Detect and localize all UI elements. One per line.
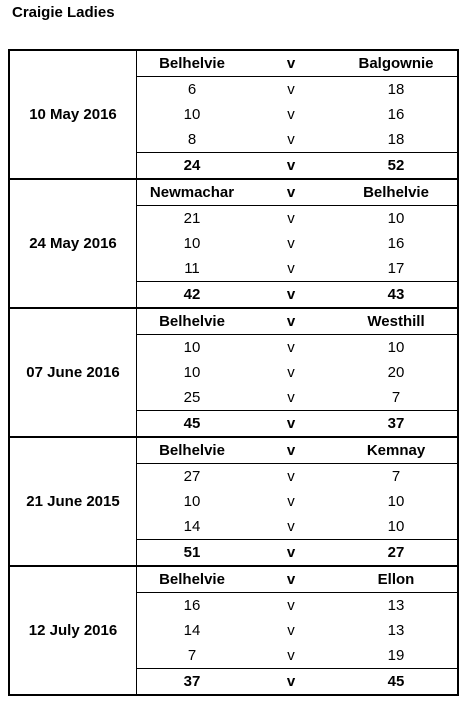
home-total: 37 [137, 669, 248, 696]
away-total: 52 [335, 153, 458, 180]
away-score: 18 [335, 77, 458, 103]
home-team: Newmachar [137, 179, 248, 206]
versus-label: v [287, 468, 295, 485]
versus-label: v [247, 437, 335, 464]
versus-label: v [247, 540, 335, 567]
match-date: 07 June 2016 [9, 308, 137, 437]
versus-label: v [247, 308, 335, 335]
match-date: 12 July 2016 [9, 566, 137, 695]
home-total: 51 [137, 540, 248, 567]
versus-label: v [247, 282, 335, 309]
away-score: 7 [335, 464, 458, 490]
versus-label: v [247, 566, 335, 593]
match-date: 24 May 2016 [9, 179, 137, 308]
home-total: 45 [137, 411, 248, 438]
away-team: Kemnay [335, 437, 458, 464]
versus-label: v [287, 106, 295, 123]
home-team: Belhelvie [137, 437, 248, 464]
away-total: 37 [335, 411, 458, 438]
versus-label: v [287, 131, 295, 148]
home-score: 11 [137, 256, 248, 282]
versus-label: v [247, 50, 335, 77]
versus-label: v [287, 210, 295, 227]
match-header-row [9, 308, 458, 335]
home-total: 42 [137, 282, 248, 309]
away-score: 13 [335, 593, 458, 619]
home-score: 10 [137, 360, 248, 385]
away-team: Westhill [335, 308, 458, 335]
versus-label: v [287, 364, 295, 381]
away-team: Balgownie [335, 50, 458, 77]
results-table [8, 49, 459, 696]
versus-label: v [247, 669, 335, 696]
home-score: 10 [137, 489, 248, 514]
home-score: 7 [137, 643, 248, 669]
versus-label: v [287, 518, 295, 535]
home-score: 21 [137, 206, 248, 232]
home-score: 27 [137, 464, 248, 490]
away-score: 10 [335, 489, 458, 514]
versus-label: v [247, 179, 335, 206]
away-score: 19 [335, 643, 458, 669]
match-header-row [9, 179, 458, 206]
away-team: Ellon [335, 566, 458, 593]
away-score: 20 [335, 360, 458, 385]
home-score: 14 [137, 618, 248, 643]
versus-label: v [287, 493, 295, 510]
match-date: 21 June 2015 [9, 437, 137, 566]
home-score: 10 [137, 102, 248, 127]
match-header-row [9, 50, 458, 77]
match-date: 10 May 2016 [9, 50, 137, 179]
home-score: 14 [137, 514, 248, 540]
home-score: 6 [137, 77, 248, 103]
away-score: 10 [335, 514, 458, 540]
away-score: 13 [335, 618, 458, 643]
home-team: Belhelvie [137, 50, 248, 77]
home-score: 10 [137, 231, 248, 256]
away-score: 16 [335, 102, 458, 127]
away-score: 10 [335, 335, 458, 361]
versus-label: v [287, 389, 295, 406]
home-team: Belhelvie [137, 308, 248, 335]
home-total: 24 [137, 153, 248, 180]
versus-label: v [287, 597, 295, 614]
away-total: 43 [335, 282, 458, 309]
away-score: 16 [335, 231, 458, 256]
away-score: 7 [335, 385, 458, 411]
away-score: 17 [335, 256, 458, 282]
away-team: Belhelvie [335, 179, 458, 206]
away-score: 10 [335, 206, 458, 232]
versus-label: v [287, 647, 295, 664]
home-score: 10 [137, 335, 248, 361]
away-score: 18 [335, 127, 458, 153]
match-header-row [9, 437, 458, 464]
versus-label: v [287, 81, 295, 98]
away-total: 27 [335, 540, 458, 567]
versus-label: v [247, 411, 335, 438]
page-title: Craigie Ladies [12, 4, 115, 21]
versus-label: v [287, 260, 295, 277]
home-score: 16 [137, 593, 248, 619]
home-team: Belhelvie [137, 566, 248, 593]
home-score: 8 [137, 127, 248, 153]
versus-label: v [247, 153, 335, 180]
versus-label: v [287, 235, 295, 252]
away-total: 45 [335, 669, 458, 696]
match-header-row [9, 566, 458, 593]
versus-label: v [287, 622, 295, 639]
versus-label: v [287, 339, 295, 356]
home-score: 25 [137, 385, 248, 411]
